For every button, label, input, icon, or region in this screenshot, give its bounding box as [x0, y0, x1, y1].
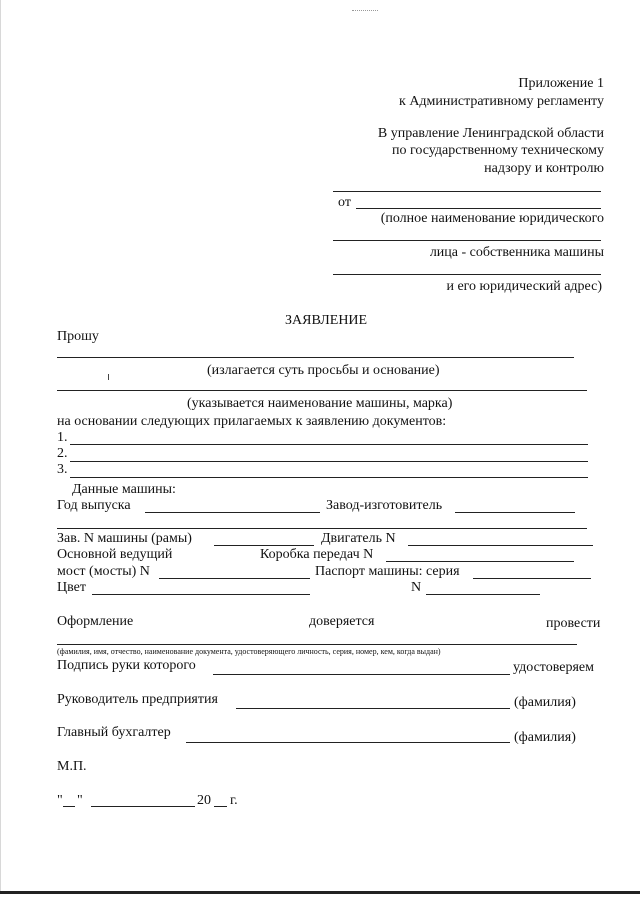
document-item-2-number: 2. [57, 446, 68, 461]
date-year-suffix: г. [230, 793, 238, 808]
director-label: Руководитель предприятия [57, 692, 218, 707]
applicant-hint-1: (полное наименование юридического [380, 211, 604, 226]
accountant-signature-field[interactable] [186, 742, 510, 743]
manufacturer-field[interactable] [455, 512, 575, 513]
applicant-line-1[interactable] [356, 208, 601, 209]
document-title: ЗАЯВЛЕНИЕ [285, 313, 368, 328]
certify-label: удостоверяем [513, 660, 594, 675]
year-label: Год выпуска [57, 498, 131, 513]
color-field[interactable] [92, 594, 310, 595]
manufacturer-field-2[interactable] [57, 528, 587, 529]
gearbox-field[interactable] [386, 561, 574, 562]
appendix-label: Приложение 1 [518, 76, 604, 91]
director-signature-field[interactable] [236, 708, 510, 709]
signature-field[interactable] [213, 674, 510, 675]
passport-series-label: Паспорт машины: серия [315, 564, 460, 579]
applicant-line-3[interactable] [333, 274, 601, 275]
addressee-line-2: по государственному техническому [391, 143, 604, 158]
axle-number-field[interactable] [159, 578, 310, 579]
applicant-hint-3: и его юридический адрес) [446, 279, 602, 294]
trustee-field[interactable] [57, 644, 577, 645]
director-surname-label: (фамилия) [514, 695, 576, 710]
registration-label: Оформление [57, 614, 134, 629]
machine-section-title: Данные машины: [72, 482, 176, 497]
engine-number-label: Двигатель N [321, 531, 396, 546]
request-line-2[interactable] [57, 390, 587, 391]
date-day-field[interactable] [63, 806, 75, 807]
addressee-line-3: надзору и контролю [484, 161, 604, 176]
document-item-3-field[interactable] [70, 477, 588, 478]
color-label: Цвет [57, 580, 86, 595]
appendix-reference: к Административному регламенту [399, 94, 604, 109]
main-axle-label: Основной ведущий [57, 547, 173, 562]
date-month-field[interactable] [91, 806, 195, 807]
frame-number-label: Зав. N машины (рамы) [57, 531, 192, 546]
request-label: Прошу [57, 329, 99, 344]
document-item-1-field[interactable] [70, 444, 588, 445]
passport-number-label: N [411, 580, 422, 595]
page-edge [0, 0, 1, 893]
gearbox-label: Коробка передач N [260, 547, 374, 562]
year-field[interactable] [145, 512, 320, 513]
document-item-1-number: 1. [57, 430, 68, 445]
addressee-line-1: В управление Ленинградской области [377, 126, 604, 141]
engine-number-field[interactable] [408, 545, 593, 546]
entrusted-label: доверяется [309, 614, 375, 629]
machine-name-hint: (указывается наименование машины, марка) [187, 396, 453, 411]
date-quote-close: " [77, 793, 83, 808]
page-bottom-rule [0, 891, 640, 894]
documents-intro: на основании следующих прилагаемых к заявлению документов: [57, 414, 447, 429]
date-quote-open: " [57, 793, 63, 808]
date-year-field[interactable] [214, 806, 227, 807]
date-year-prefix: 20 [197, 793, 211, 808]
applicant-line-2[interactable] [333, 240, 601, 241]
stray-mark [108, 374, 109, 380]
trustee-hint: (фамилия, имя, отчество, наименование документа, удостоверяющего личность, серия, номер, кем, когда выдан) [57, 647, 441, 656]
scan-mark [352, 10, 378, 12]
document-item-3-number: 3. [57, 462, 68, 477]
conduct-label: провести [546, 616, 601, 631]
signature-label: Подпись руки которого [57, 658, 196, 673]
request-reason-hint: (излагается суть просьбы и основание) [207, 363, 440, 378]
manufacturer-label: Завод-изготовитель [326, 498, 443, 513]
stamp-place-label: М.П. [57, 759, 87, 774]
applicant-hint-2: лица - собственника машины [429, 245, 604, 260]
passport-number-field[interactable] [426, 594, 540, 595]
from-label: от [338, 195, 351, 210]
accountant-label: Главный бухгалтер [57, 725, 171, 740]
passport-series-field[interactable] [473, 578, 591, 579]
frame-number-field[interactable] [214, 545, 314, 546]
applicant-line-0[interactable] [333, 191, 601, 192]
axle-number-label: мост (мосты) N [57, 564, 150, 579]
accountant-surname-label: (фамилия) [514, 730, 576, 745]
request-line-1[interactable] [57, 357, 574, 358]
document-item-2-field[interactable] [70, 461, 588, 462]
